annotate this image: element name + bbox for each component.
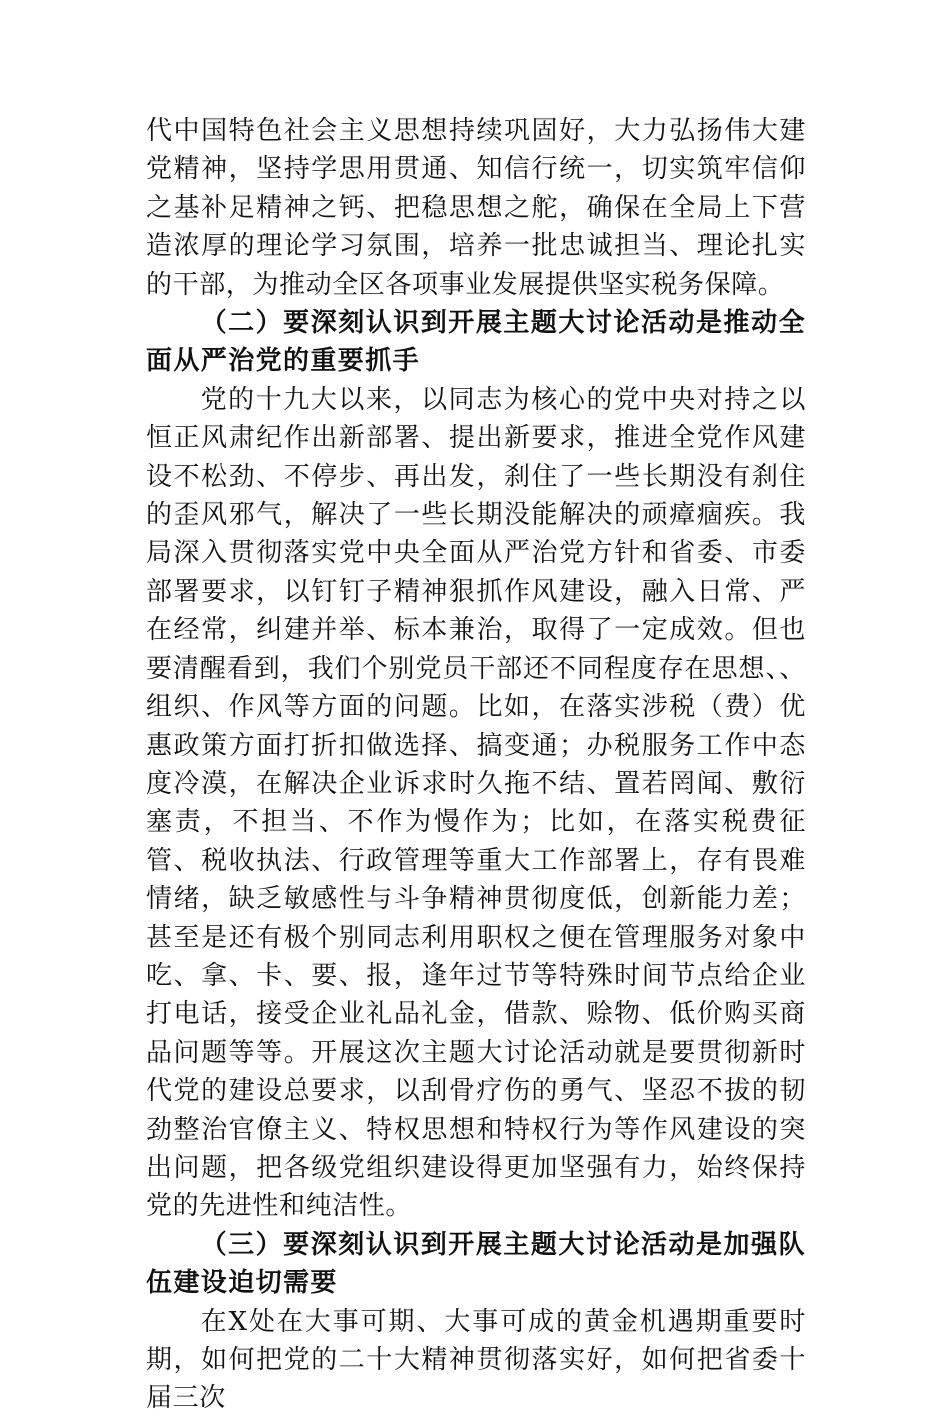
body-paragraph-2: 党的十九大以来，以同志为核心的党中央对持之以恒正风肃纪作出新部署、提出新要求，推进全党作风建设不松劲、不停步、再出发，刹住了一些长期没有刹住的歪风邪气，解决了一些长期没能解决的顽瘴痼疾。我局深入贯彻落实党中央全面从严治党方针和省委、市委部署要求，以钉钉子精神狠抓作风建设，融入日常、严在经常，纠建并举、标本兼治，取得了一定成效。但也要清醒看到，我们个别党员干部还不同程度存在思想、、组织、作风等方面的问题。比如，在落实涉税（费）优惠政策方面打折扣做选择、搞变通；办税服务工作中态度冷漠，在解决企业诉求时久拖不结、置若罔闻、敷衍塞责，不担当、不作为慢作为；比如，在落实税费征管、税收执法、行政管理等重大工作部署上，存有畏难情绪，缺乏敏感性与斗争精神贯彻度低，创新能力差；甚至是还有极个别同志利用职权之便在管理服务对象中吃、拿、卡、要、报，逢年过节等特殊时间节点给企业打电话，接受企业礼品礼金，借款、赊物、低价购买商品问题等等。开展这次主题大讨论活动就是要贯彻新时代党的建设总要求，以刮骨疗伤的勇气、坚忍不拔的韧劲整治官僚主义、特权思想和特权行为等作风建设的突出问题，把各级党组织建设得更加坚强有力，始终保持党的先进性和纯洁性。 — [146, 384, 806, 1222]
body-paragraph-continued: 代中国特色社会主义思想持续巩固好，大力弘扬伟大建党精神，坚持学思用贯通、知信行统一，切实筑牢信仰之基补足精神之钙、把稳思想之舵，确保在全局上下营造浓厚的理论学习氛围，培养一批忠诚担当、理论扎实的干部，为推动全区各项事业发展提供坚实税务保障。 — [146, 116, 806, 300]
document-page — [146, 112, 806, 1418]
body-paragraph-3: 在X处在大事可期、大事可成的黄金机遇期重要时期，如何把党的二十大精神贯彻落实好，如何把省委十届三次 — [146, 1306, 806, 1414]
section-heading-2: （二）要深刻认识到开展主题大讨论活动是推动全面从严治党的重要抓手 — [146, 308, 806, 377]
section-heading-3: （三）要深刻认识到开展主题大讨论活动是加强队伍建设迫切需要 — [146, 1229, 806, 1299]
